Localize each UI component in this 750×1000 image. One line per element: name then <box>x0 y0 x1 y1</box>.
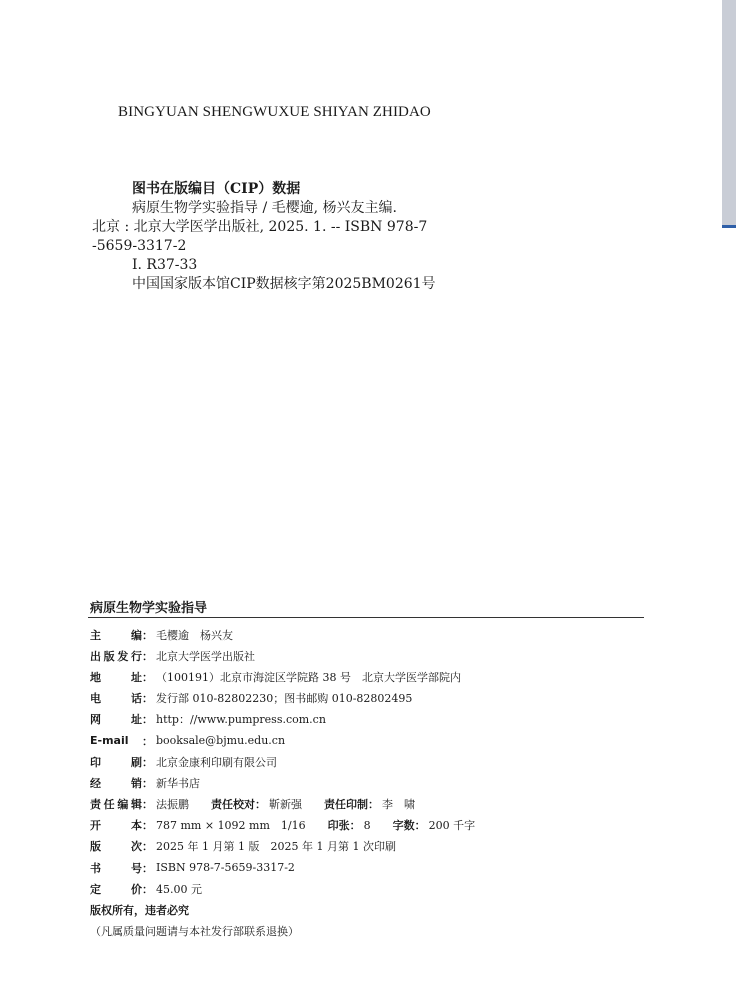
field-value: 北京大学医学出版社 <box>156 649 255 663</box>
colophon-row: 责任编辑 ： 法振鹏 责任校对 ： 靳新强 责任印制 ： 李 啸 <box>90 798 415 812</box>
colophon-row: 出版发行 ： 北京大学医学出版社 <box>90 649 255 663</box>
field-value: 李 啸 <box>382 798 415 812</box>
field-label: 版 次 <box>90 840 142 854</box>
colophon-row: 经 销 ： 新华书店 <box>90 776 200 790</box>
field-label: E-mail <box>90 734 129 748</box>
field-value: 8 <box>363 818 371 832</box>
cip-line: 病原生物学实验指导 / 毛樱逾, 杨兴友主编. <box>132 200 397 216</box>
copyright-notice: 版权所有，违者必究 <box>90 904 189 918</box>
colophon-row <box>90 899 650 920</box>
field-label: 责任印制 <box>324 798 368 812</box>
field-label: 责任校对 <box>211 798 255 812</box>
field-label: 开 本 <box>90 819 142 833</box>
field-value: 200 千字 <box>428 819 476 833</box>
colophon-row: 主 编 ： 毛樱逾 杨兴友 <box>90 628 233 642</box>
colophon-row: 开 本 ： 787 mm × 1092 mm 1/16 印张 ： 8 字数 ： 200 千字 <box>90 818 476 833</box>
cip-heading: 图书在版编目（CIP）数据 <box>132 181 301 197</box>
field-value: （100191）北京市海淀区学院路 38 号 北京大学医学部院内 <box>156 670 461 684</box>
page-edge-marker <box>722 0 736 228</box>
colophon-row: 网 址 ： http：//www.pumpress.com.cn <box>90 713 326 727</box>
field-value: 新华书店 <box>156 776 200 790</box>
field-value: ISBN 978-7-5659-3317-2 <box>156 861 295 875</box>
field-label: 网 址 <box>90 713 142 727</box>
cip-line: 北京 : 北京大学医学出版社, 2025. 1. -- ISBN 978-7 <box>92 219 428 235</box>
field-label: 定 价 <box>90 882 142 896</box>
field-value: 毛樱逾 杨兴友 <box>156 628 233 642</box>
field-label: 印张 <box>327 819 350 833</box>
field-value: 787 mm × 1092 mm 1/16 <box>156 819 306 833</box>
field-value: 发行部 010-82802230；图书邮购 010-82802495 <box>156 692 413 706</box>
field-label: 印 刷 <box>90 755 142 769</box>
pinyin-title: BINGYUAN SHENGWUXUE SHIYAN ZHIDAO <box>118 104 431 120</box>
colophon-row: 印 刷 ： 北京金康利印刷有限公司 <box>90 755 277 769</box>
colophon <box>90 624 650 942</box>
field-label: 主 编 <box>90 628 142 642</box>
field-label: 书 号 <box>90 861 142 875</box>
cip-line: -5659-3317-2 <box>92 238 187 254</box>
field-label: 电 话 <box>90 692 142 706</box>
cip-block <box>92 180 552 294</box>
colophon-row: 定 价 ： 45.00 元 <box>90 882 202 896</box>
book-title: 病原生物学实验指导 <box>90 601 208 616</box>
colophon-row: 版 次 ： 2025 年 1 月第 1 版 2025 年 1 月第 1 次印刷 <box>90 840 396 854</box>
field-value: 2025 年 1 月第 1 版 2025 年 1 月第 1 次印刷 <box>156 840 396 854</box>
field-label: 经 销 <box>90 776 142 790</box>
colophon-row: 电 话 ： 发行部 010-82802230；图书邮购 010-82802495 <box>90 692 413 706</box>
colophon-row: E-mail ： booksale@bjmu.edu.cn <box>90 734 286 748</box>
return-notice: （凡属质量问题请与本社发行部联系退换） <box>90 925 299 939</box>
page-edge-tick <box>722 225 736 228</box>
colophon-row: 书 号 ： ISBN 978-7-5659-3317-2 <box>90 861 295 875</box>
cip-line: Ⅰ. R37-33 <box>132 257 198 273</box>
divider <box>88 617 644 618</box>
field-value: 北京金康利印刷有限公司 <box>156 755 277 769</box>
field-label: 字数 <box>392 819 415 833</box>
field-label: 责任编辑 <box>90 798 142 812</box>
field-label: 地 址 <box>90 670 142 684</box>
website-link[interactable]: http：//www.pumpress.com.cn <box>156 713 326 727</box>
field-value: 法振鹏 <box>156 798 189 812</box>
colophon-row <box>90 921 650 942</box>
field-label: 出版发行 <box>90 649 142 663</box>
field-value: 靳新强 <box>269 798 302 812</box>
email-link[interactable]: booksale@bjmu.edu.cn <box>156 734 286 748</box>
field-value: 45.00 元 <box>156 882 202 896</box>
cip-line: 中国国家版本馆CIP数据核字第2025BM0261号 <box>132 276 436 292</box>
colophon-row: 地 址 ： （100191）北京市海淀区学院路 38 号 北京大学医学部院内 <box>90 670 461 684</box>
